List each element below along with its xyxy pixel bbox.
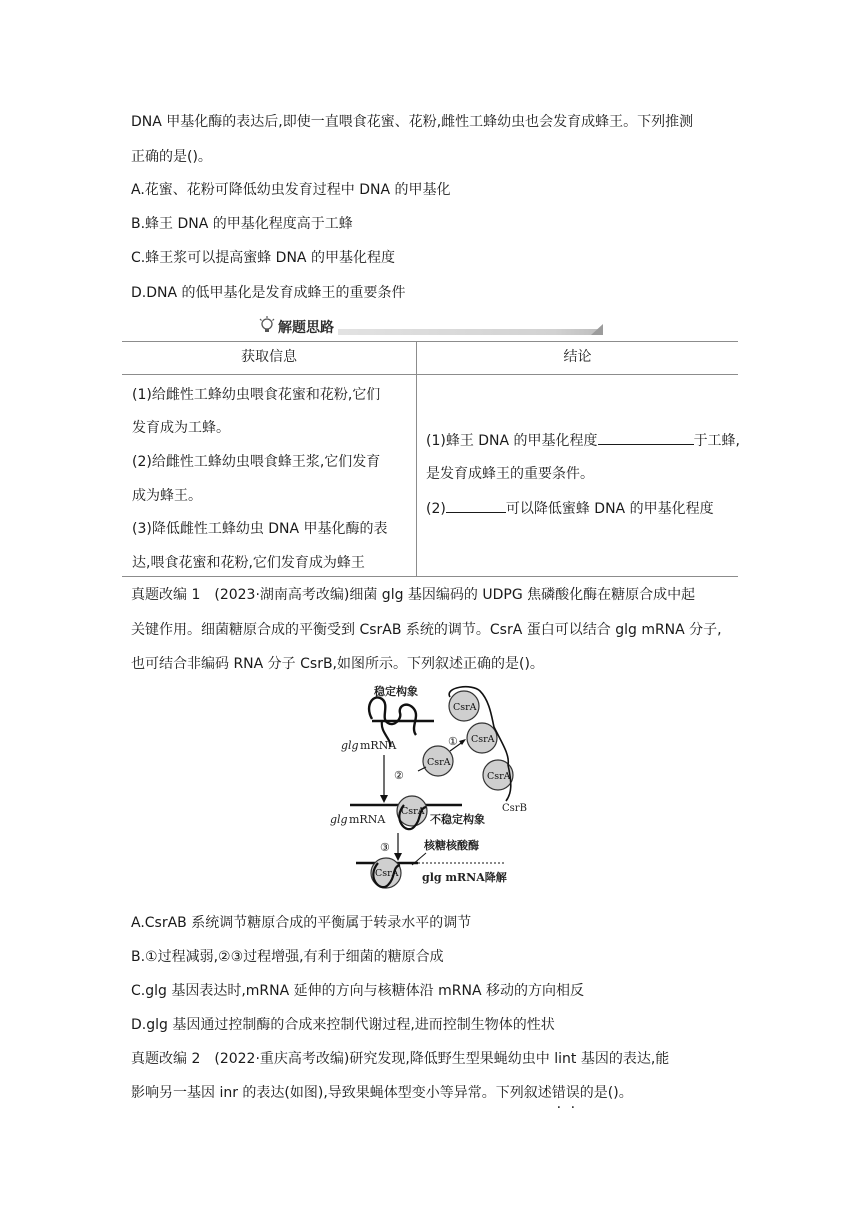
conclusion-1-suffix: 于工蜂,	[693, 433, 741, 449]
conclusion-line-1	[426, 430, 740, 451]
conclusion-2-suffix: 可以降低蜜蜂 DNA 的甲基化程度	[505, 501, 714, 517]
label-unstable: 不稳定构象	[430, 813, 485, 826]
emphasis-char: 误	[565, 1085, 580, 1101]
csra-label: CsrA	[427, 757, 451, 768]
step-3-label: ③	[380, 841, 390, 854]
label-degradation: glg mRNA降解	[422, 871, 507, 884]
label-csrb: CsrB	[502, 803, 527, 814]
q3-text-suffix: 的是()。	[579, 1085, 633, 1101]
csrab-figure	[322, 683, 542, 893]
question-3-text	[131, 1083, 633, 1103]
csra-label: CsrA	[487, 771, 511, 782]
conclusion-line-2: 是发育成蜂王的重要条件。	[426, 466, 594, 482]
label-stable: 稳定构象	[374, 685, 418, 698]
question-2-text: 也可结合非编码 RNA 分子 CsrB,如图所示。下列叙述正确的是()。	[131, 656, 544, 672]
csra-label: CsrA	[453, 702, 477, 713]
info-line: 达,喂食花蜜和花粉,它们发育成为蜂王	[132, 555, 365, 571]
answer-blank-2[interactable]	[446, 498, 506, 513]
conclusion-line-3	[426, 498, 714, 519]
emphasis-char: 错	[551, 1085, 566, 1101]
step-2-label: ②	[394, 769, 404, 782]
option-a: A.CsrAB 系统调节糖原合成的平衡属于转录水平的调节	[131, 915, 472, 931]
label-glg: glg	[341, 739, 359, 752]
option-a: A.花蜜、花粉可降低幼虫发育过程中 DNA 的甲基化	[131, 182, 451, 198]
question-2-text: 真题改编 1 (2023·湖南高考改编)细菌 glg 基因编码的 UDPG 焦磷酸化酶在糖原合成中起	[131, 587, 696, 603]
csra-label: CsrA	[375, 868, 399, 879]
conclusion-1-prefix: (1)蜂王 DNA 的甲基化程度	[426, 433, 598, 449]
solution-banner	[258, 316, 603, 338]
step-1-label: ①	[448, 735, 458, 748]
csra-label: CsrA	[471, 734, 495, 745]
question-3-text: 真题改编 2 (2022·重庆高考改编)研究发现,降低野生型果蝇幼虫中 lint 基因的表达,能	[131, 1051, 670, 1067]
option-b: B.蜂王 DNA 的甲基化程度高于工蜂	[131, 216, 353, 232]
table-header-conclusion: 结论	[563, 349, 592, 365]
solution-table	[122, 341, 741, 577]
info-line: (3)降低雌性工蜂幼虫 DNA 甲基化酶的表	[132, 521, 388, 537]
table-border-bottom	[122, 576, 738, 577]
info-line: (1)给雌性工蜂幼虫喂食花蜜和花粉,它们	[132, 387, 381, 403]
banner-title: 解题思路	[278, 317, 338, 337]
info-line: 成为蜂王。	[132, 488, 202, 504]
arrow-head	[394, 853, 402, 861]
option-d: D.DNA 的低甲基化是发育成蜂王的重要条件	[131, 285, 406, 301]
q3-text-prefix: 影响另一基因 inr 的表达(如图),导致果蝇体型变小等异常。下列叙述	[131, 1085, 552, 1101]
option-b: B.①过程减弱,②③过程增强,有利于细菌的糖原合成	[131, 949, 444, 965]
conclusion-2-prefix: (2)	[426, 501, 446, 517]
table-column-divider	[416, 341, 417, 577]
arrow-head	[380, 795, 388, 803]
label-glg: glg	[330, 813, 348, 826]
table-header-info: 获取信息	[241, 349, 297, 365]
label-rnase: 核糖核酸酶	[424, 839, 479, 852]
table-header-divider	[122, 374, 738, 375]
question-text-line: 正确的是()。	[131, 149, 212, 165]
question-text-line: DNA 甲基化酶的表达后,即使一直喂食花蜜、花粉,雌性工蜂幼虫也会发育成蜂王。下列推测	[131, 114, 694, 130]
question-2-text: 关键作用。细菌糖原合成的平衡受到 CsrAB 系统的调节。CsrA 蛋白可以结合 glg mRNA 分子,	[131, 622, 722, 638]
info-line: 发育成为工蜂。	[132, 420, 230, 436]
lightbulb-icon	[258, 316, 276, 336]
csra-label: CsrA	[401, 806, 425, 817]
answer-blank-1[interactable]	[598, 430, 694, 445]
option-c: C.glg 基因表达时,mRNA 延伸的方向与核糖体沿 mRNA 移动的方向相反	[131, 983, 584, 999]
info-line: (2)给雌性工蜂幼虫喂食蜂王浆,它们发育	[132, 454, 381, 470]
option-d: D.glg 基因通过控制酶的合成来控制代谢过程,进而控制生物体的性状	[131, 1017, 555, 1033]
table-border-top	[122, 341, 738, 342]
label-mrna: mRNA	[349, 813, 386, 826]
option-c: C.蜂王浆可以提高蜜蜂 DNA 的甲基化程度	[131, 250, 395, 266]
label-mrna: mRNA	[360, 739, 397, 752]
stable-mrna-loop	[369, 697, 416, 735]
